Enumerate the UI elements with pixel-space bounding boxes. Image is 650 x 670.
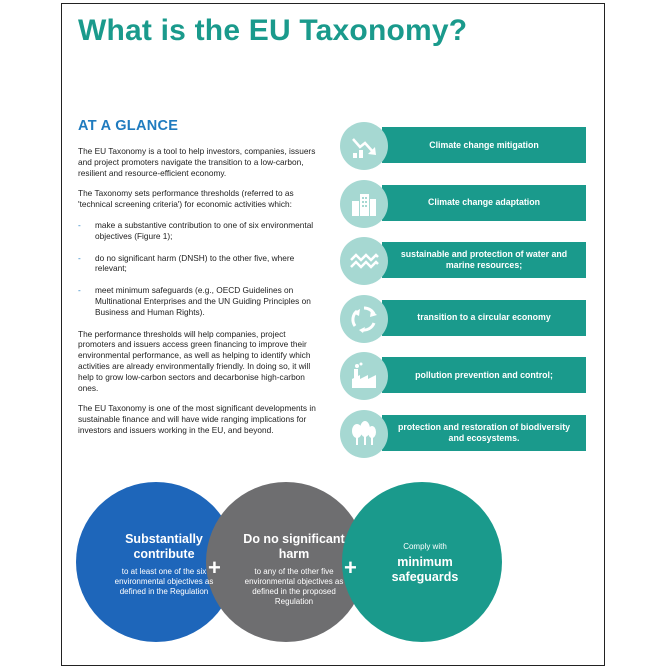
objective-circular-economy (340, 295, 588, 343)
list-item-text: meet minimum safeguards (e.g., OECD Guidelines on Multinational Enterprises and the UN Guiding Principles on Business and Human Rights). (95, 285, 311, 317)
harm-text (232, 532, 356, 607)
plus-icon: + (344, 555, 357, 580)
safeguards-intro: Comply with (403, 542, 447, 551)
harm-description: to any of the other five environmental objectives as defined in the proposed Regulation (244, 567, 344, 606)
safeguards-text (380, 542, 470, 584)
objective-label: Climate change mitigation (382, 127, 586, 163)
objective-pollution (340, 352, 588, 400)
document-page (61, 3, 605, 666)
list-item (78, 220, 324, 242)
criteria-list (78, 220, 324, 318)
trees-icon (340, 410, 388, 458)
climate-mitigation-icon (340, 122, 388, 170)
objective-label: Climate change adaptation (382, 185, 586, 221)
taxonomy-criteria-diagram (62, 482, 605, 666)
contribute-description: to at least one of the six environmental objectives as defined in the Regulation (114, 567, 214, 596)
list-item (78, 285, 324, 317)
section-heading: AT A GLANCE (78, 118, 179, 134)
list-item-text: make a substantive contribution to one of six environmental objectives (Figure 1); (95, 219, 314, 241)
significance-paragraph: The EU Taxonomy is one of the most significant developments in sustainable finance and will have wide ranging implications for investors and issuers working in the EU, and beyond. (78, 403, 316, 435)
contribute-text (104, 532, 224, 597)
objective-water-marine (340, 237, 588, 285)
bullet-marker: - (78, 252, 81, 263)
waves-icon (340, 237, 388, 285)
objective-label: transition to a circular economy (382, 300, 586, 336)
page-title: What is the EU Taxonomy? (78, 14, 468, 47)
intro-paragraph: The EU Taxonomy is a tool to help investors, companies, issuers and project promoters navigate the transition to a low-carbon, resilient and resource-efficient economy. (78, 146, 316, 178)
objective-climate-adaptation (340, 180, 588, 228)
body-text-column (78, 146, 324, 446)
list-item-text: do no significant harm (DNSH) to the other five, where relevant; (95, 252, 295, 274)
bullet-marker: - (78, 285, 81, 296)
help-paragraph: The performance thresholds will help companies, project promoters and issuers access green financing to improve their environmental performance, as well as helping to identify which activities are already environmentally friendly. In doing so, it will help to grow low-carbon sectors and decarbonise high-carbon ones. (78, 328, 311, 393)
objective-label: sustainable and protection of water and marine resources; (382, 242, 586, 278)
thresholds-paragraph: The Taxonomy sets performance thresholds (referred to as 'technical screening criteria') for economic activities which: (78, 188, 294, 210)
objective-label: pollution prevention and control; (382, 357, 586, 393)
objective-climate-mitigation (340, 122, 588, 170)
objective-label: protection and restoration of biodiversity and ecosystems. (382, 415, 586, 451)
environmental-objectives (340, 122, 588, 468)
plus-icon: + (208, 555, 221, 580)
list-item (78, 253, 324, 275)
factory-icon (340, 352, 388, 400)
buildings-icon (340, 180, 388, 228)
safeguards-heading: minimum safeguards (391, 555, 459, 584)
objective-biodiversity (340, 410, 588, 458)
contribute-heading: Substantially contribute (125, 532, 203, 561)
harm-heading: Do no significant harm (243, 532, 345, 561)
recycle-icon (340, 295, 388, 343)
bullet-marker: - (78, 219, 81, 230)
